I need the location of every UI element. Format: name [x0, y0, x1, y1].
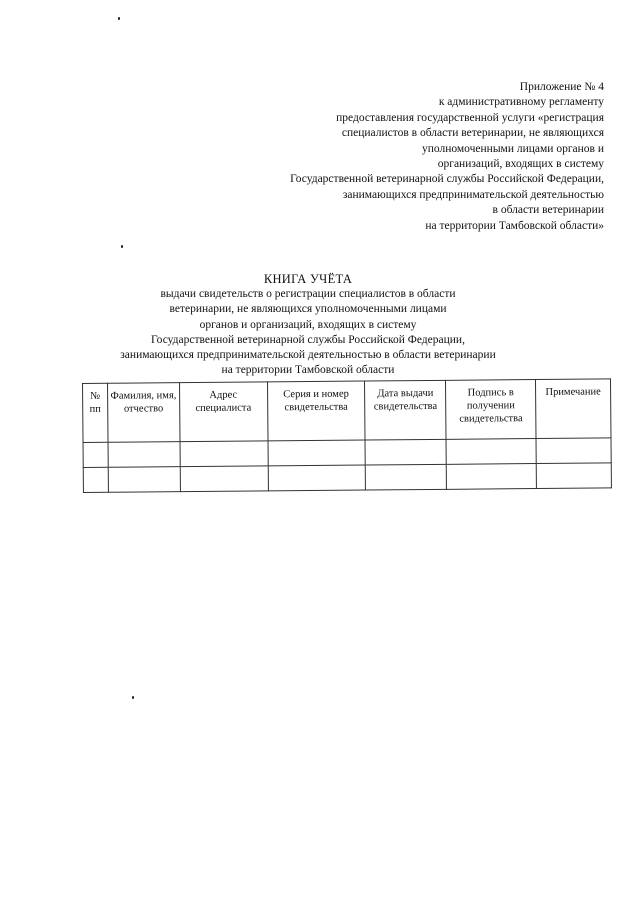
- appendix-line: на территории Тамбовской области»: [425, 219, 604, 232]
- column-header-certificate-number: Серия и номер свидетельства: [267, 381, 365, 441]
- table-cell: [108, 442, 180, 468]
- table-cell: [446, 464, 536, 490]
- table-cell: [268, 440, 366, 466]
- appendix-line: организаций, входящих в систему: [437, 158, 604, 171]
- scan-speck: [132, 696, 134, 699]
- table-cell: [536, 438, 611, 464]
- table-cell: [83, 467, 108, 492]
- register-table: [82, 378, 612, 493]
- table-cell: [446, 439, 536, 465]
- book-title-block: [84, 272, 532, 378]
- appendix-line: занимающихся предпринимательской деятельностью: [342, 188, 604, 201]
- table-cell: [180, 466, 268, 492]
- book-subtitle-line: Государственной ветеринарной службы Российской Федерации,: [151, 333, 465, 346]
- appendix-note: [184, 80, 604, 234]
- appendix-line: предоставления государственной услуги «регистрация: [336, 111, 604, 124]
- appendix-line: в области ветеринарии: [492, 204, 604, 217]
- scan-speck: [118, 17, 120, 20]
- table-cell: [108, 467, 180, 493]
- appendix-line: Приложение № 4: [519, 81, 604, 93]
- book-subtitle-line: ветеринарии, не являющихся уполномоченными лицами: [169, 303, 447, 316]
- column-header-issue-date: Дата выдачи свидетельства: [365, 380, 446, 440]
- appendix-line: специалистов в области ветеринарии, не являющихся: [341, 127, 604, 140]
- book-subtitle-line: органов и организаций, входящих в систему: [199, 318, 417, 331]
- table-cell: [366, 464, 447, 490]
- column-header-full-name: Фамилия, имя, отчество: [107, 383, 179, 443]
- column-header-address: Адрес специалиста: [179, 382, 267, 442]
- column-header-number: № пп: [83, 383, 108, 442]
- appendix-line: к административному регламенту: [438, 96, 604, 109]
- table-row: [83, 463, 611, 493]
- book-subtitle-line: занимающихся предпринимательской деятельностью в области ветеринарии: [120, 349, 496, 362]
- table-header-row: [83, 379, 611, 443]
- book-subtitle-line: выдачи свидетельств о регистрации специалистов в области: [160, 288, 456, 301]
- scan-speck: [121, 245, 123, 248]
- table-cell: [536, 463, 611, 489]
- table-cell: [83, 442, 108, 467]
- table-cell: [180, 441, 268, 467]
- table-cell: [268, 465, 366, 491]
- book-subtitle-line: на территории Тамбовской области: [221, 364, 395, 377]
- column-header-note: Примечание: [536, 379, 611, 439]
- table-cell: [365, 439, 446, 465]
- appendix-line: Государственной ветеринарной службы Российской Федерации,: [290, 173, 604, 186]
- column-header-signature: Подпись в получении свидетельства: [446, 380, 536, 440]
- appendix-line: уполномоченными лицами органов и: [421, 142, 604, 155]
- book-heading: КНИГА УЧЁТА: [263, 272, 353, 286]
